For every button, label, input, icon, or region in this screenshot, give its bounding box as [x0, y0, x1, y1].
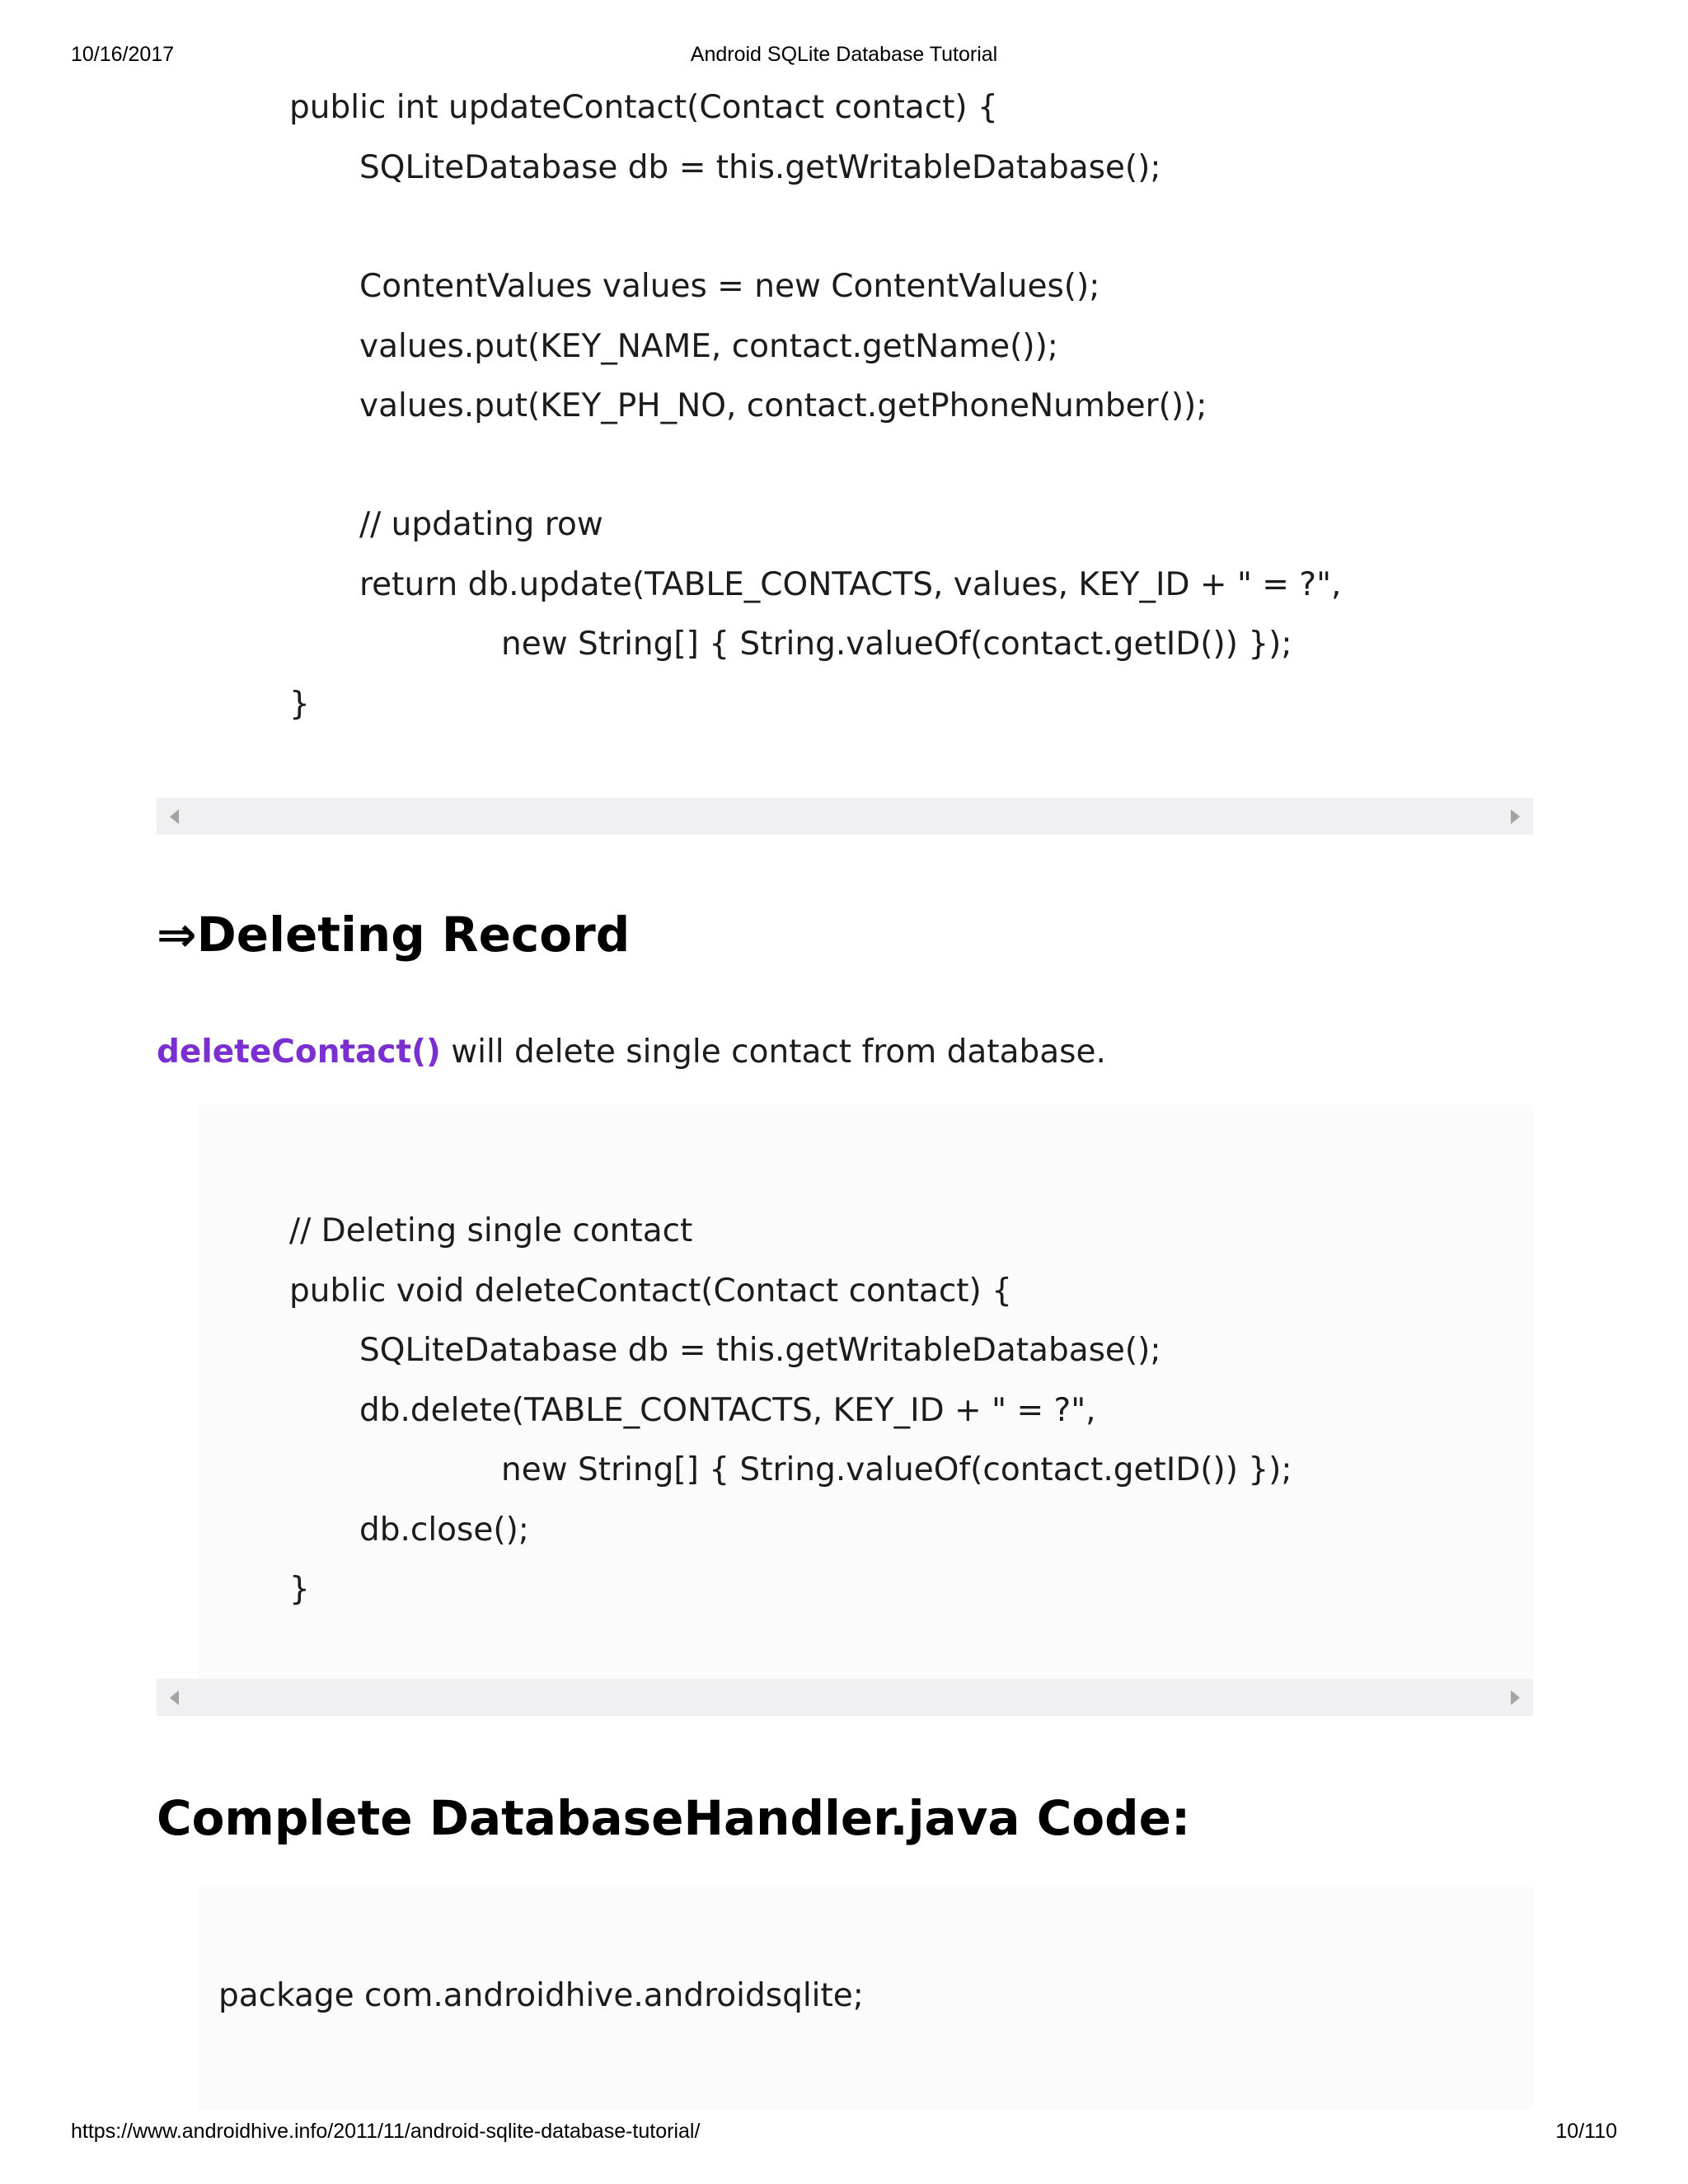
delete-description	[157, 1028, 1106, 1077]
description-text: will delete single contact from database.	[440, 1033, 1106, 1071]
page-url: https://www.androidhive.info/2011/11/android-sqlite-database-tutorial/	[71, 2120, 701, 2143]
section-heading-complete-code: Complete DatabaseHandler.java Code:	[157, 1790, 1191, 1846]
print-footer	[0, 2120, 1688, 2146]
print-header	[0, 43, 1688, 69]
code-horizontal-scrollbar[interactable]	[157, 798, 1533, 835]
code-line: }	[289, 1571, 310, 1608]
code-line: // updating row	[359, 506, 603, 543]
scroll-left-arrow-icon[interactable]	[170, 1690, 179, 1705]
code-horizontal-scrollbar[interactable]	[157, 1679, 1533, 1716]
code-line: // Deleting single contact	[289, 1212, 693, 1249]
code-line: db.delete(TABLE_CONTACTS, KEY_ID + " = ?",	[359, 1392, 1096, 1429]
code-line: ContentValues values = new ContentValues();	[359, 268, 1100, 305]
code-line: public void deleteContact(Contact contact) {	[289, 1272, 1012, 1310]
code-line: public int updateContact(Contact contact) {	[289, 89, 998, 126]
page-number: 10/110	[1555, 2120, 1617, 2143]
function-name-highlight: deleteContact()	[157, 1033, 441, 1071]
code-line: new String[] { String.valueOf(contact.getID()) });	[501, 1451, 1292, 1488]
code-line: new String[] { String.valueOf(contact.getID()) });	[501, 626, 1292, 663]
scroll-right-arrow-icon[interactable]	[1511, 809, 1520, 824]
scroll-left-arrow-icon[interactable]	[170, 809, 179, 824]
code-line: SQLiteDatabase db = this.getWritableDatabase();	[359, 1332, 1161, 1369]
code-line: return db.update(TABLE_CONTACTS, values, KEY_ID + " = ?",	[359, 566, 1342, 603]
code-line: package com.androidhive.androidsqlite;	[218, 1977, 864, 2014]
document-title: Android SQLite Database Tutorial	[690, 43, 998, 66]
scroll-right-arrow-icon[interactable]	[1511, 1690, 1520, 1705]
code-line: db.close();	[359, 1511, 529, 1549]
code-line: SQLiteDatabase db = this.getWritableDatabase();	[359, 149, 1161, 186]
print-date: 10/16/2017	[71, 43, 175, 66]
code-line: }	[289, 686, 310, 723]
code-block-update	[157, 82, 1533, 798]
code-line: values.put(KEY_NAME, contact.getName());	[359, 328, 1058, 365]
code-line: values.put(KEY_PH_NO, contact.getPhoneNumber());	[359, 387, 1207, 424]
section-heading-deleting-record: ⇒Deleting Record	[157, 907, 631, 963]
